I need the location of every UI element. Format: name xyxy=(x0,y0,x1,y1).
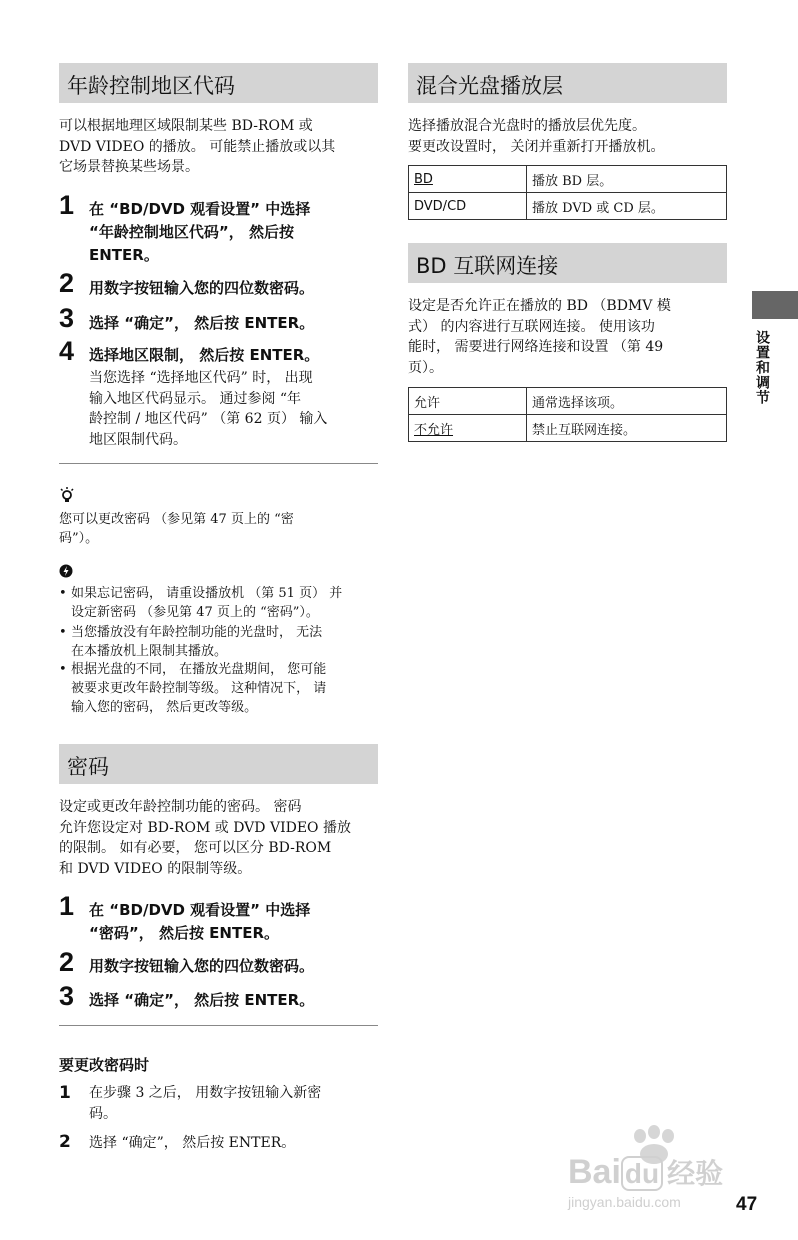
options-table xyxy=(408,165,727,220)
step-text: 选择地区限制， 然后按 ENTER。 xyxy=(89,346,320,364)
sub-step-number: 1 xyxy=(59,1083,71,1103)
section-header-bd-internet xyxy=(408,243,727,283)
step-number: 2 xyxy=(59,947,75,977)
section-title: 混合光盘播放层 xyxy=(416,74,563,98)
table-row xyxy=(409,193,727,220)
step-number: 1 xyxy=(59,891,75,921)
sub-step-text: 在步骤 3 之后， 用数字按钮输入新密 码。 xyxy=(89,1085,322,1122)
step-number: 3 xyxy=(59,303,75,333)
option-key: DVD/CD xyxy=(409,193,527,220)
watermark-brand: Bai xyxy=(568,1153,621,1191)
section-header-hybrid-disc xyxy=(408,63,727,103)
watermark-brand-cn: 经验 xyxy=(667,1158,724,1189)
watermark xyxy=(568,1122,748,1212)
step-number: 3 xyxy=(59,981,75,1011)
watermark-url: jingyan.baidu.com xyxy=(568,1194,681,1210)
option-key: 不允许 xyxy=(409,415,527,442)
sub-heading: 要更改密码时 xyxy=(59,1056,150,1074)
step-text: 用数字按钮输入您的四位数密码。 xyxy=(89,279,315,297)
section-intro: 选择播放混合光盘时的播放层优先度。 要更改设置时， 关闭并重新打开播放机。 xyxy=(408,118,665,155)
step-number: 2 xyxy=(59,268,75,298)
page-number: 47 xyxy=(736,1194,758,1215)
step-number: 1 xyxy=(59,190,75,220)
note-item: • 根据光盘的不同， 在播放光盘期间， 您可能 被要求更改年龄控制等级。 这种情况下， 请 输入您的密码， 然后更改等级。 xyxy=(59,662,327,715)
watermark-brand2: du xyxy=(621,1156,663,1191)
step-text: 用数字按钮输入您的四位数密码。 xyxy=(89,957,315,975)
divider xyxy=(59,463,378,464)
sub-step-text: 选择 “确定”， 然后按 ENTER。 xyxy=(89,1135,296,1151)
table-row xyxy=(409,415,727,442)
section-header-password xyxy=(59,744,378,784)
table-row xyxy=(409,388,727,415)
option-key: 允许 xyxy=(409,388,527,415)
option-desc: 通常选择该项。 xyxy=(527,388,727,415)
option-desc: 播放 DVD 或 CD 层。 xyxy=(527,193,727,220)
step-text: 选择 “确定”， 然后按 ENTER。 xyxy=(89,991,315,1009)
option-key: BD xyxy=(409,166,527,193)
step-substep: 当您选择 “选择地区代码” 时， 出现 输入地区代码显示。 通过参阅 “年 龄控制 / 地区代码” （第 62 页） 输入 地区限制代码。 xyxy=(89,370,328,448)
tip-text: 您可以更改密码 （参见第 47 页上的 “密 码”）。 xyxy=(59,512,294,546)
sub-step-number: 2 xyxy=(59,1132,71,1152)
section-title: 密码 xyxy=(67,755,109,779)
section-header-age-control xyxy=(59,63,378,103)
option-desc: 禁止互联网连接。 xyxy=(527,415,727,442)
step-text: 在 “BD/DVD 观看设置” 中选择 “密码”， 然后按 ENTER。 xyxy=(89,901,311,942)
lightbulb-icon xyxy=(59,486,75,508)
table-row xyxy=(409,166,727,193)
step-text: 在 “BD/DVD 观看设置” 中选择 “年龄控制地区代码”， 然后按 ENTER。 xyxy=(89,200,311,264)
options-table xyxy=(408,387,727,442)
section-intro: 设定是否允许正在播放的 BD （BDMV 模 式） 的内容进行互联网连接。 使用该功 能时， 需要进行网络连接和设置 （第 49 页）。 xyxy=(408,298,671,376)
side-tab-marker xyxy=(752,291,798,319)
section-title: 年龄控制地区代码 xyxy=(67,74,235,98)
note-item: • 当您播放没有年龄控制功能的光盘时， 无法 在本播放机上限制其播放。 xyxy=(59,625,323,659)
option-desc: 播放 BD 层。 xyxy=(527,166,727,193)
divider xyxy=(59,1025,378,1026)
caution-icon xyxy=(59,563,73,583)
note-item: • 如果忘记密码， 请重设播放机 （第 51 页） 并 设定新密码 （参见第 47 页上的 “密码”）。 xyxy=(59,586,343,620)
section-intro: 设定或更改年龄控制功能的密码。 密码 允许您设定对 BD-ROM 或 DVD VIDEO 播放 的限制。 如有必要， 您可以区分 BD-ROM 和 DVD VIDEO 的限制等级。 xyxy=(59,799,351,877)
step-text: 选择 “确定”， 然后按 ENTER。 xyxy=(89,314,315,332)
side-tab-label: 设置和调节 xyxy=(754,330,770,405)
step-number: 4 xyxy=(59,336,75,366)
section-intro: 可以根据地理区域限制某些 BD-ROM 或 DVD VIDEO 的播放。 可能禁止播放或以其 它场景替换某些场景。 xyxy=(59,118,336,175)
section-title: BD 互联网连接 xyxy=(416,254,559,278)
